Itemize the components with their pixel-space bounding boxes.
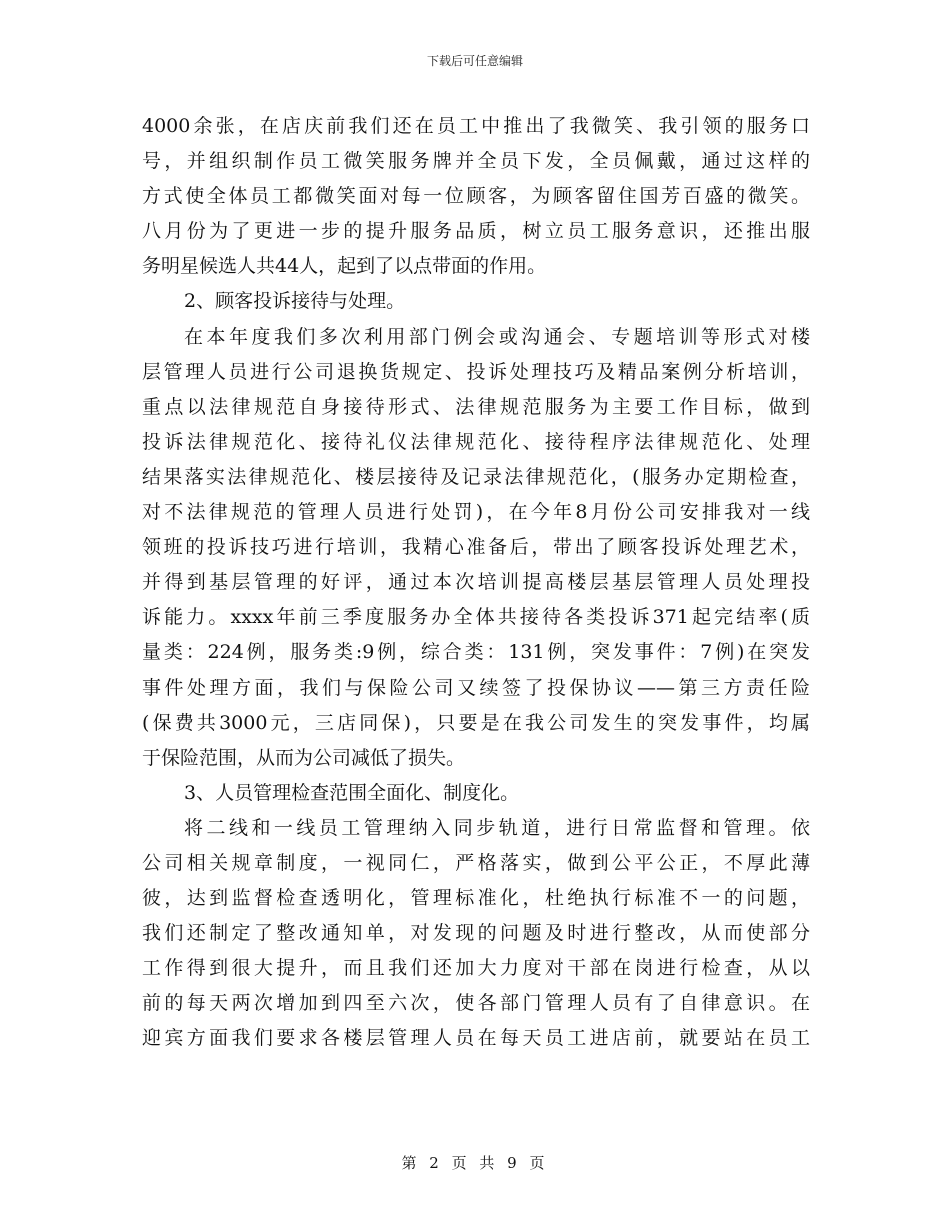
text-line: 量类：224例，服务类:9例，综合类：131例，突发事件：7例)在突发 [142, 641, 810, 664]
text-line: 在本年度我们多次利用部门例会或沟通会、专题培训等形式对楼 [184, 325, 810, 348]
text-line: 2、顾客投诉接待与处理。 [184, 290, 406, 313]
text-line: 重点以法律规范自身接待形式、法律规范服务为主要工作目标，做到 [142, 395, 810, 418]
text-line: 诉能力。xxxx年前三季度服务办全体共接待各类投诉371起完结率(质 [142, 606, 810, 629]
page-footer-page-number: 第 2 页 共 9 页 [401, 1154, 549, 1172]
text-line: 并得到基层管理的好评，通过本次培训提高楼层基层管理人员处理投 [142, 571, 810, 594]
text-line: 3、人员管理检查范围全面化、制度化。 [184, 781, 520, 804]
text-line: 八月份为了更进一步的提升服务品质，树立员工服务意识，还推出服 [142, 220, 810, 243]
text-line: 将二线和一线员工管理纳入同步轨道，进行日常监督和管理。依 [184, 816, 810, 839]
document-body [142, 109, 810, 1057]
text-line: 公司相关规章制度，一视同仁，严格落实，做到公平公正，不厚此薄 [142, 851, 810, 874]
text-line: 务明星候选人共44人，起到了以点带面的作用。 [142, 255, 547, 278]
text-line: 对不法律规范的管理人员进行处罚)，在今年8月份公司安排我对一线 [142, 501, 810, 524]
text-line: 于保险范围，从而为公司减低了损失。 [142, 746, 466, 769]
text-line: 方式使全体员工都微笑面对每一位顾客，为顾客留住国芳百盛的微笑。 [142, 185, 810, 208]
text-line: 结果落实法律规范化、楼层接待及记录法律规范化，(服务办定期检查， [142, 465, 810, 488]
text-line: (保费共3000元，三店同保)，只要是在我公司发生的突发事件，均属 [142, 711, 810, 734]
text-line: 迎宾方面我们要求各楼层管理人员在每天员工进店前，就要站在员工 [142, 1027, 810, 1050]
text-line: 我们还制定了整改通知单，对发现的问题及时进行整改，从而使部分 [142, 922, 810, 945]
text-line: 投诉法律规范化、接待礼仪法律规范化、接待程序法律规范化、处理 [142, 430, 810, 453]
text-line: 前的每天两次增加到四至六次，使各部门管理人员有了自律意识。在 [142, 992, 810, 1015]
text-line: 工作得到很大提升，而且我们还加大力度对干部在岗进行检查，从以 [142, 957, 810, 980]
text-line: 领班的投诉技巧进行培训，我精心准备后，带出了顾客投诉处理艺术， [142, 536, 810, 559]
text-line: 4000余张，在店庆前我们还在员工中推出了我微笑、我引领的服务口 [142, 115, 810, 137]
text-line: 事件处理方面，我们与保险公司又续签了投保协议——第三方责任险 [142, 676, 810, 699]
page-header: 下载后可任意编辑 [426, 54, 523, 68]
text-line: 彼，达到监督检查透明化，管理标准化，杜绝执行标准不一的问题， [142, 887, 810, 910]
text-line: 号，并组织制作员工微笑服务牌并全员下发，全员佩戴，通过这样的 [142, 150, 810, 173]
text-line: 层管理人员进行公司退换货规定、投诉处理技巧及精品案例分析培训， [142, 360, 810, 383]
